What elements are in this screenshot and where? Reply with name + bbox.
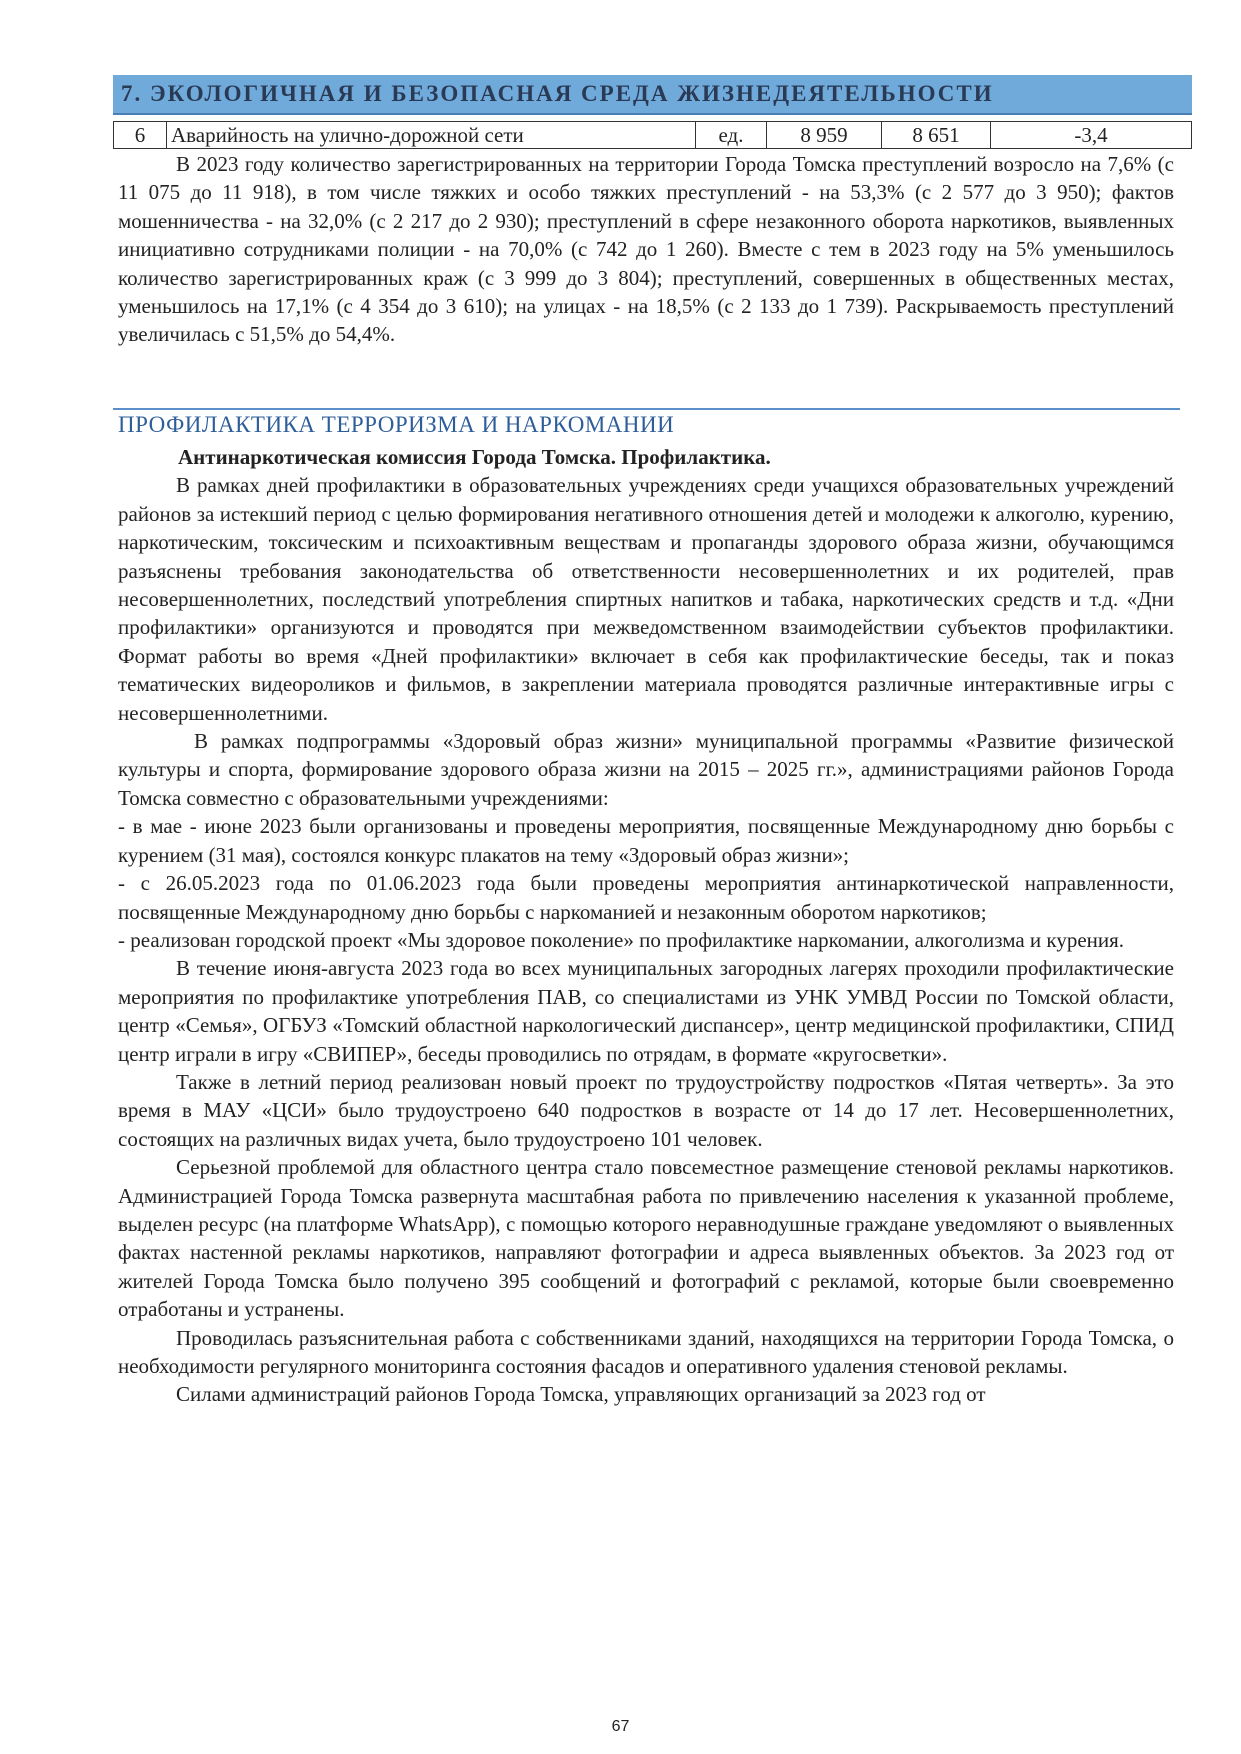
- change-percent-cell: -3,4: [991, 122, 1192, 149]
- unit-cell: ед.: [696, 122, 767, 149]
- paragraph-summer-camps: В течение июня-августа 2023 года во всех муниципальных загородных лагерях проходили профилактические мероприятия по профилактике употребления ПАВ, со специалистами из УНК УМВД России по Томской области, центр «Семья», ОГБУЗ «Томский областной наркологический диспансер», центр медицинской профилактики, СПИД центр играли в игру «СВИПЕР», беседы проводились по отрядам, в формате «кругосветки».: [118, 956, 1174, 1066]
- paragraph-district-administrations: Силами администраций районов Города Томска, управляющих организаций за 2023 год от: [176, 1382, 986, 1407]
- bullet-city-project: - реализован городской проект «Мы здоровое поколение» по профилактике наркомании, алкоголизма и курения.: [118, 927, 1125, 952]
- row-number-cell: 6: [114, 122, 167, 149]
- indicator-name-cell: Аварийность на улично-дорожной сети: [167, 122, 696, 149]
- page-number: 67: [611, 1718, 630, 1735]
- bullet-anti-smoking: - в мае - июне 2023 были организованы и проведены мероприятия, посвященные Международному дню борьбы с курением (31 мая), состоялся конкурс плакатов на тему «Здоровый образ жизни»;: [118, 814, 1174, 867]
- value-2023-cell: 8 651: [882, 122, 991, 149]
- section-title: 7. ЭКОЛОГИЧНАЯ И БЕЗОПАСНАЯ СРЕДА ЖИЗНЕДЕЯТЕЛЬНОСТИ: [121, 81, 994, 106]
- bullet-anti-drug-events: - с 26.05.2023 года по 01.06.2023 года были проведены мероприятия антинаркотической направленности, посвященные Международному дню борьбы с наркоманией и незаконным оборотом наркотиков;: [118, 871, 1174, 924]
- paragraph-prevention-days: В рамках дней профилактики в образовательных учреждениях среди учащихся образовательных учреждений районов за истекший период с целью формирования негативного отношения детей и молодежи к алкоголю, курению, наркотическим, токсическим и психоактивным веществам и пропаганды здорового образа жизни, обучающимся разъяснены требования законодательства об ответственности несовершеннолетних и их родителей, прав несовершеннолетних, последствий употребления спиртных напитков и табака, наркотических средств и т.д. «Дни профилактики» организуются и проводятся при межведомственном взаимодействии субъектов профилактики. Формат работы во время «Дней профилактики» включает в себя как профилактические беседы, так и показ тематических видеороликов и фильмов, в закреплении материала проводятся различные интерактивные игры с несовершеннолетними.: [118, 473, 1174, 725]
- table-row: [114, 122, 1192, 149]
- commission-heading: Антинаркотическая комиссия Города Томска. Профилактика.: [178, 445, 771, 469]
- indicator-table: [113, 121, 1192, 149]
- paragraph-wall-advertising: Серьезной проблемой для областного центра стало повсеместное размещение стеновой рекламы наркотиков. Администрацией Города Томска развернута масштабная работа по привлечению населения к указанной проблеме, выделен ресурс (на платформе WhatsApp), с помощью которого неравнодушные граждане уведомляют о выявленных фактах настенной рекламы наркотиков, направляют фотографии и адреса выявленных объектов. За 2023 год от жителей Города Томска было получено 395 сообщений и фотографий с рекламой, которые были своевременно отработаны и устранены.: [118, 1155, 1174, 1322]
- prevention-text-block: [118, 443, 1174, 1409]
- section-header-band: [113, 75, 1192, 115]
- crime-paragraph: В 2023 году количество зарегистрированных на территории Города Томска преступлений возросло на 7,6% (с 11 075 до 11 918), в том числе тяжких и особо тяжких преступлений - на 53,3% (с 2 577 до 3 950); фактов мошенничества - на 32,0% (с 2 217 до 2 930); преступлений в сфере незаконного оборота наркотиков, выявленных инициативно сотрудниками полиции - на 70,0% (с 742 до 1 260). Вместе с тем в 2023 году на 5% уменьшилось количество зарегистрированных краж (с 3 999 до 3 804); преступлений, совершенных в общественных местах, уменьшилось на 17,1% (с 4 354 до 3 610); на улицах - на 18,5% (с 2 133 до 1 739). Раскрываемость преступлений увеличилась с 51,5% до 54,4%.: [118, 152, 1174, 347]
- subsection-title: ПРОФИЛАКТИКА ТЕРРОРИЗМА И НАРКОМАНИИ: [118, 412, 675, 437]
- paragraph-building-owners: Проводилась разъяснительная работа с собственниками зданий, находящихся на территории Города Томска, о необходимости регулярного мониторинга состояния фасадов и оперативного удаления стеновой рекламы.: [118, 1325, 1174, 1378]
- section-divider: [113, 408, 1180, 410]
- value-2022-cell: 8 959: [767, 122, 882, 149]
- crime-statistics-block: [118, 150, 1174, 349]
- paragraph-teen-employment: Также в летний период реализован новый проект по трудоустройству подростков «Пятая четверть». За это время в МАУ «ЦСИ» было трудоустроено 640 подростков в возрасте от 14 до 17 лет. Несовершеннолетних, состоящих на различных видах учета, было трудоустроено 101 человек.: [118, 1069, 1174, 1151]
- paragraph-healthy-lifestyle: В рамках подпрограммы «Здоровый образ жизни» муниципальной программы «Развитие физической культуры и спорта, формирование здорового образа жизни на 2015 – 2025 гг.», администрациями районов Города Томска совместно с образовательными учреждениями:: [118, 729, 1174, 810]
